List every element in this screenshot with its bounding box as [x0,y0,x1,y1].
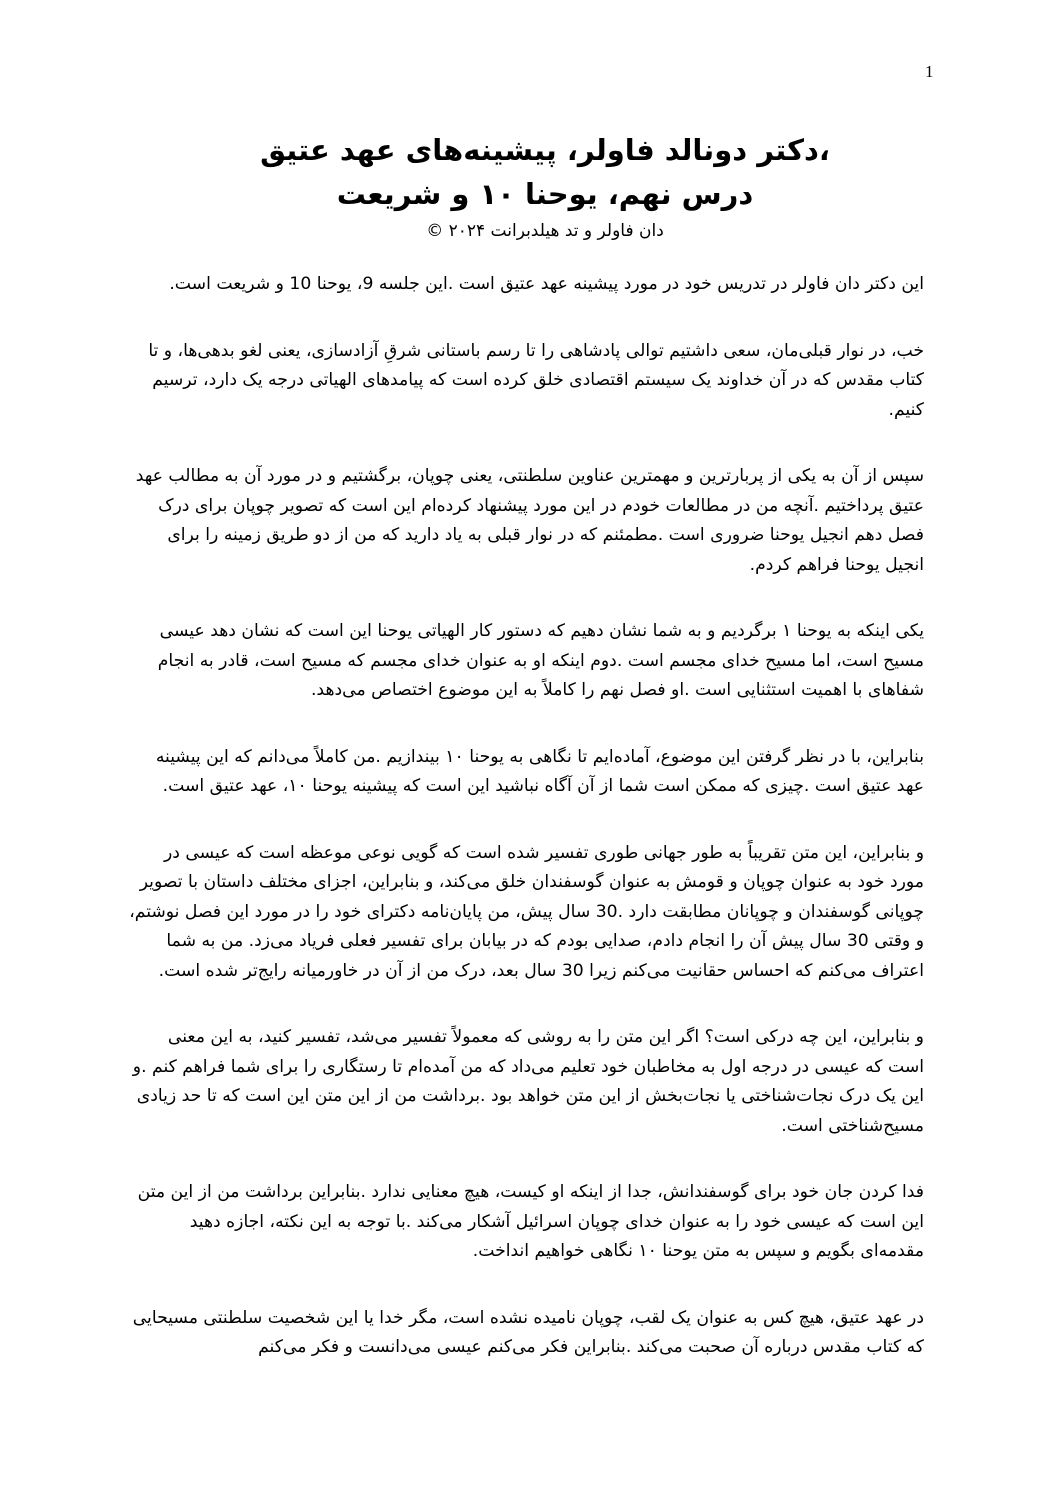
document-body [128,270,924,1400]
paragraph-6: و بنابراین، این متن تقریباً به طور جهانی طوری تفسیر شده است که گویی نوعی موعظه است که عیسی در مورد خود به عنوان چوپان و قومش به عنوان گوسفندان خلق می‌کند، و بنابراین، اجزای مختلف داستان با تصویر چوپانی گوسفندان و چوپانان مطابقت دارد .30 سال پیش، من پایان‌نامه دکترای خود را در مورد این فصل نوشتم، و وقتی 30 سال پیش آن را انجام دادم، صدایی بودم که در بیابان برای تفسیر فعلی فریاد می‌زد. من به شما اعتراف می‌کنم که احساس حقانیت می‌کنم زیرا 30 سال بعد، درک من از آن در خاورمیانه رایج‌تر شده است. [129,842,924,981]
paragraph-3: سپس از آن به یکی از پربارترین و مهمترین عناوین سلطنتی، یعنی چوپان، برگشتیم و در مورد آن به مطالب عهد عتیق پرداختیم .آنچه من در مطالعات خودم در این مورد پیشنهاد کرده‌ام این است که تصویر چوپان برای درک فصل دهم انجیل یوحنا ضروری است .مطمئنم که در نوار قبلی به یاد دارید که من از دو طریق زمینه را برای انجیل یوحنا فراهم کردم. [135,466,924,575]
paragraph-4: یکی اینکه به یوحنا ۱ برگردیم و به شما نشان دهیم که دستور کار الهیاتی یوحنا این است که نشان دهد عیسی مسیح است، اما مسیح خدای مجسم است .دوم اینکه او به عنوان خدای مجسم که مسیح است، قادر به انجام شفاهای با اهمیت استثنایی است .او فصل نهم را کاملاً به این موضوع اختصاص می‌دهد. [157,621,924,700]
paragraph-9: در عهد عتیق، هیچ کس به عنوان یک لقب، چوپان نامیده نشده است، مگر خدا یا این شخصیت سلطنتی مسیحایی که کتاب مقدس درباره آن صحبت می‌کند .بنابراین فکر می‌کنم عیسی می‌دانست و فکر می‌کنم [132,1307,924,1357]
paragraph-2: خب، در نوار قبلی‌مان، سعی داشتیم توالی پادشاهی را تا رسم باستانی شرقِ آزادسازی، یعنی لغو بدهی‌ها، و تا کتاب مقدس که در آن خداوند یک سیستم اقتصادی خلق کرده است که پیامدهای الهیاتی درجه یک دارد، ترسیم کنیم. [148,340,924,420]
document-header [100,128,990,246]
page-number: 1 [925,62,934,81]
copyright-line: دان فاولر و تد هیلدبرانت ۲۰۲۴ © [426,221,664,241]
paragraph-8: فدا کردن جان خود برای گوسفندانش، جدا از اینکه او کیست، هیچ معنایی ندارد .بنابراین برداشت من از این متن این است که عیسی خود را به عنوان خدای چوپان اسرائیل آشکار می‌کند .با توجه به این نکته، اجازه دهید مقدمه‌ای بگویم و سپس به متن یوحنا ۱۰ نگاهی خواهیم انداخت. [137,1182,924,1261]
paragraph-7: و بنابراین، این چه درکی است؟ اگر این متن را به روشی که معمولاً تفسیر می‌شد، تفسیر کنید، به این معنی است که عیسی در درجه اول به مخاطبان خود تعلیم می‌داد که من آمده‌ام تا رستگاری را برای شما فراهم کنم .و این یک درک نجات‌شناختی یا نجات‌بخش از این متن خواهد بود .برداشت من از این متن این است که تا حد زیادی مسیح‌شناختی است. [132,1027,924,1136]
paragraph-1: این دکتر دان فاولر در تدریس خود در مورد پیشینه عهد عتیق است .این جلسه 9، یوحنا 10 و شریعت است. [169,274,924,294]
title-line-1: ،دکتر دونالد فاولر، پیشینه‌های عهد عتیق [260,133,830,167]
title-line-2: درس نهم، یوحنا ۱۰ و شریعت [336,177,754,211]
paragraph-5: بنابراین، با در نظر گرفتن این موضوع، آماده‌ایم تا نگاهی به یوحنا ۱۰ بیندازیم .من کاملاً می‌دانم که این پیشینه عهد عتیق است .چیزی که ممکن است شما از آن آگاه نباشید این است که پیشینه یوحنا ۱۰، عهد عتیق است. [155,746,924,796]
